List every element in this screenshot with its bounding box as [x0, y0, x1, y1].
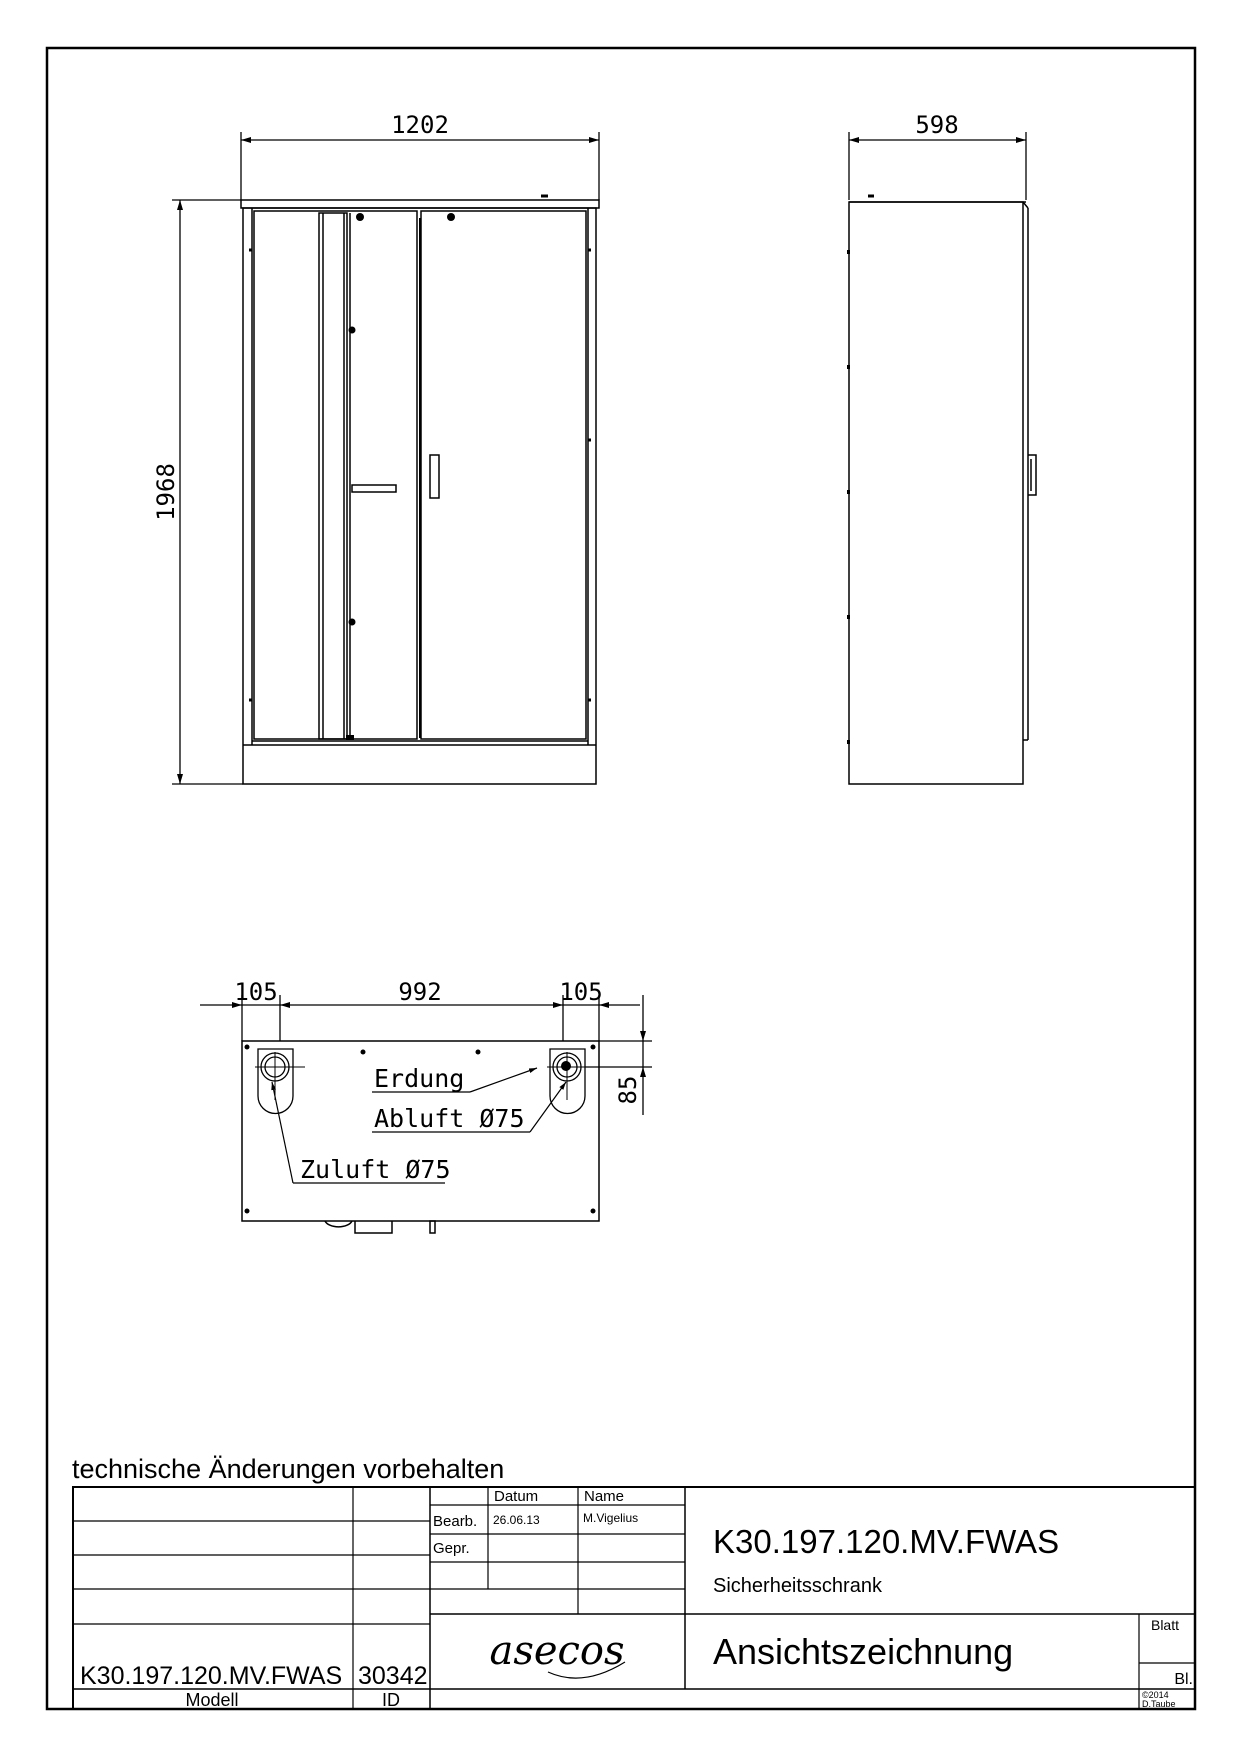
copyright-year: ©2014 — [1142, 1690, 1169, 1700]
row-gepr-label: Gepr. — [433, 1540, 470, 1557]
top-left-offset-value: 105 — [234, 978, 278, 1006]
front-height-value: 1968 — [152, 463, 180, 521]
copyright-author: D.Taube — [1142, 1699, 1176, 1709]
model-value: K30.197.120.MV.FWAS — [80, 1662, 343, 1690]
sheet-short: Bl. — [1174, 1671, 1193, 1688]
technical-changes-note: technische Änderungen vorbehalten — [72, 1454, 505, 1484]
front-height-dimension — [172, 200, 243, 784]
col-datum-header: Datum — [494, 1488, 539, 1505]
id-label: ID — [382, 1690, 400, 1710]
product-name: Sicherheitsschrank — [713, 1575, 882, 1597]
asecos-logo: asecos — [489, 1628, 625, 1674]
bearb-date: 26.06.13 — [493, 1513, 540, 1527]
top-right-offset-value: 105 — [559, 978, 603, 1006]
supply-label: Zuluft Ø75 — [300, 1155, 451, 1184]
drawing-title: Ansichtszeichnung — [713, 1631, 1014, 1672]
exhaust-label: Abluft Ø75 — [374, 1104, 525, 1133]
id-value: 30342 — [358, 1662, 428, 1690]
side-view — [849, 196, 1036, 784]
side-depth-value: 598 — [915, 111, 959, 139]
model-label: Modell — [185, 1690, 239, 1710]
side-depth-dimension — [849, 132, 1026, 200]
front-width-dimension — [241, 132, 599, 200]
bearb-name: M.Vigelius — [583, 1511, 639, 1525]
top-center-span-value: 992 — [398, 978, 442, 1006]
grounding-label: Erdung — [374, 1064, 465, 1093]
row-bearb-label: Bearb. — [433, 1513, 478, 1530]
col-name-header: Name — [584, 1488, 625, 1505]
drawing-number: K30.197.120.MV.FWAS — [713, 1523, 1060, 1560]
top-vertical-offset-value: 85 — [614, 1075, 642, 1105]
front-width-value: 1202 — [391, 111, 449, 139]
sheet-label: Blatt — [1150, 1617, 1180, 1633]
